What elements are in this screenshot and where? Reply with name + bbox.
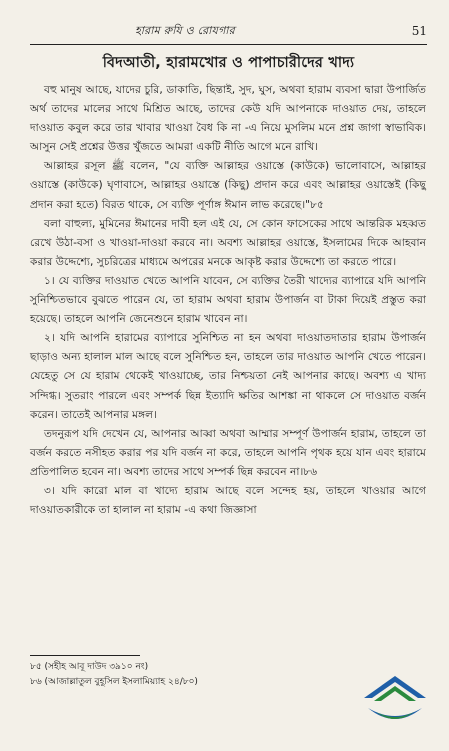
paragraph: ৩। যদি কারো মাল বা খাদ্যে হারাম আছে বলে সন্দেহ হয়, তাহলে খাওয়ার আগে দাওয়াতকারীকে তা হালাল না হারাম -এ কথা জিজ্ঞাসা: [30, 483, 426, 517]
header-rule: [30, 44, 427, 45]
page-number: 51: [411, 24, 427, 38]
page-header: [30, 20, 427, 42]
publisher-logo-icon: [360, 672, 430, 732]
body-text: [30, 80, 426, 519]
paragraph: বহু মানুষ আছে, যাদের চুরি, ডাকাতি, ছিন্তাই, সুদ, ঘুস, অথবা হারাম ব্যবসা দ্বারা উপার্জিত অর্থ তাদের মালের সাথে মিশ্রিত আছে, তাদের কেউ যদি আপনাকে দাওয়াত দেয়, তাহলে দাওয়াত কবুল করে তার খাবার খাওয়া বৈধ কি না -এ নিয়ে মুসলিম মনে প্রশ্ন জাগা স্বাভাবিক। আসুন সেই প্রশ্নের উত্তর খুঁজতে আমরা একটি নীতি আগে মনে রাখি।: [30, 83, 426, 154]
paragraph: আল্লাহর রসূল ﷺ বলেন, "যে ব্যক্তি আল্লাহর ওয়াস্তে (কাউকে) ভালোবাসে, আল্লাহর ওয়াস্তে (কাউকে) ঘৃণাবাসে, আল্লাহর ওয়াস্তে (কিছু) প্রদান করে এবং আল্লাহর ওয়াস্তেই (কিছু প্রদান করা হতে) বিরত থাকে, সে ব্যক্তি পূর্ণাঙ্গ ঈমান লাভ করেছে।"৮৫: [30, 159, 426, 211]
paragraph: বলা বাহুল্য, মুমিনের ঈমানের দাবী হল এই যে, সে কোন ফাসেকের সাথে আন্তরিক মহব্বত রেখে উঠা-বসা ও খাওয়া-দাওয়া করবে না। অবশ্য আল্লাহর ওয়াস্তে, ইসলামের দিকে আহবান করার উদ্দেশ্যে, সুচরিত্রের মাধ্যমে অপরের মনকে আকৃষ্ট করার উদ্দেশ্যে তা করতে পারে।: [30, 216, 426, 268]
running-title: হারাম রুযি ও রোযগার: [135, 23, 235, 37]
footnote: ৮৫ (সহীহ আবূ দাউদ ৩৯১০ নং): [30, 662, 149, 672]
footnote-rule: [30, 655, 140, 656]
footnote: ৮৬ (আজাল্লাতুল বুহূসিল ইসলামিয়্যাহ ২৪/৮০): [30, 677, 198, 687]
paragraph: ২। যদি আপনি হারামের ব্যাপারে সুনিশ্চিত না হন অথবা দাওয়াতদাতার হারাম উপার্জন ছাড়াও অন্য হালাল মাল আছে বলে সুনিশ্চিত হন, তাহলে তার দাওয়াত আপনি খেতে পারেন। যেহেতু সে যে হারাম থেকেই খাওয়াচ্ছে, তার নিশ্চয়তা নেই আপনার কাছে। অবশ্য এ খাদ্য সন্দিগ্ধ। সুতরাং পারলে এবং সম্পর্ক ছিন্ন ইত্যাদি ক্ষতির আশঙ্কা না থাকলে সে দাওয়াত বর্জন করেন। তাতেই আপনার মঙ্গল।: [30, 331, 426, 421]
section-title: বিদআতী, হারামখোর ও পাপাচারীদের খাদ্য: [102, 55, 355, 71]
paragraph: তদনুরূপ যদি দেখেন যে, আপনার আব্বা অথবা আম্মার সম্পূর্ণ উপার্জন হারাম, তাহলে তা বর্জন করতে নসীহত করার পর যদি বর্জন না করে, তাহলে আপনি পৃথক হয়ে যান এবং হারামে প্রতিপালিত হবেন না। অবশ্য তাদের সাথে সম্পর্ক ছিন্ন করবেন না।৮৬: [30, 426, 426, 478]
paragraph: ১। যে ব্যক্তির দাওয়াত খেতে আপনি যাবেন, সে ব্যক্তির তৈরী খাদ্যের ব্যাপারে যদি আপনি সুনিশ্চিতভাবে বুঝতে পারেন যে, তা হারাম অথবা হারাম উপার্জন বা টাকা দিয়েই প্রস্তুত করা হয়েছে। তাহলে আপনি জেনেশুনে হারাম খাবেন না।: [30, 273, 426, 326]
footnotes: [30, 660, 198, 690]
